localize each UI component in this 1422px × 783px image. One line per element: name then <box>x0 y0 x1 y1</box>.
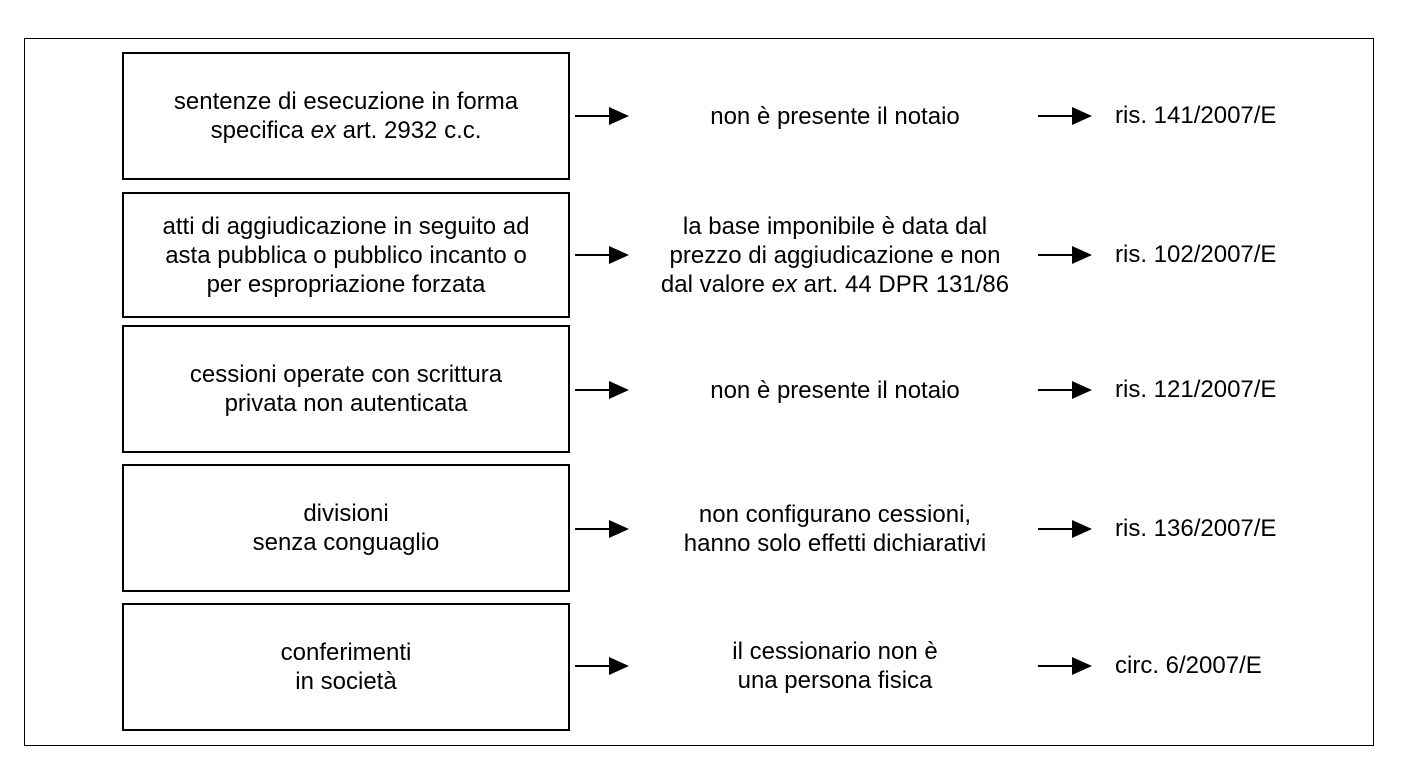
row-2-subject-line-2: asta pubblica o pubblico incanto o <box>165 241 527 269</box>
row-3-subject-line-1: cessioni operate con scrittura <box>189 361 503 388</box>
row-4-reason <box>630 499 1040 559</box>
row-5-reason <box>630 636 1040 696</box>
row-2-subject-line-3: per espropriazione forzata <box>206 270 486 298</box>
row-3-reference: ris. 121/2007/E <box>1115 376 1277 403</box>
arrow-right-icon <box>575 656 631 676</box>
row-5-subject-box <box>122 603 570 731</box>
row-4-reference: ris. 136/2007/E <box>1115 515 1277 542</box>
arrow-right-icon <box>575 245 631 265</box>
row-4-subject-line-1: divisioni <box>303 500 389 527</box>
row-5-subject-line-1: conferimenti <box>280 639 412 666</box>
row-2-reason-line-3: dal valore ex art. 44 DPR 131/86 <box>660 270 1010 298</box>
row-2-subject-box <box>122 192 570 318</box>
row-2-subject-line-1: atti di aggiudicazione in seguito ad <box>162 212 530 240</box>
row-5-reason-line-1: il cessionario non è <box>732 638 938 665</box>
row-2-reason-line-1: la base imponibile è data dal <box>682 212 988 240</box>
row-1-reason <box>630 86 1040 146</box>
row-3-subject-line-2: privata non autenticata <box>224 390 468 417</box>
row-1-reason-line-1: non è presente il notaio <box>710 102 960 130</box>
row-3-reason <box>630 360 1040 420</box>
row-3-subject-box <box>122 325 570 453</box>
row-2-reference: ris. 102/2007/E <box>1115 241 1277 268</box>
row-3-reason-line-1: non è presente il notaio <box>710 376 960 404</box>
arrow-right-icon <box>1038 519 1094 539</box>
row-1-reference: ris. 141/2007/E <box>1115 102 1277 129</box>
arrow-right-icon <box>1038 380 1094 400</box>
arrow-right-icon <box>575 380 631 400</box>
row-2-reason-line-2: prezzo di aggiudicazione e non <box>669 241 1001 269</box>
arrow-right-icon <box>1038 106 1094 126</box>
row-2-reason <box>630 210 1040 300</box>
row-5-reason-line-2: una persona fisica <box>737 667 933 694</box>
row-5-subject-line-2: in società <box>295 668 397 695</box>
row-1-subject-line-1: sentenze di esecuzione in forma <box>173 88 519 115</box>
row-4-subject-line-2: senza conguaglio <box>252 529 440 556</box>
row-1-subject-line-2: specifica ex art. 2932 c.c. <box>210 117 482 144</box>
arrow-right-icon <box>575 519 631 539</box>
arrow-right-icon <box>1038 245 1094 265</box>
row-4-subject-box <box>122 464 570 592</box>
row-1-subject-box <box>122 52 570 180</box>
arrow-right-icon <box>1038 656 1094 676</box>
arrow-right-icon <box>575 106 631 126</box>
row-4-reason-line-1: non configurano cessioni, <box>698 501 972 528</box>
row-4-reason-line-2: hanno solo effetti dichiarativi <box>683 530 987 557</box>
row-5-reference: circ. 6/2007/E <box>1115 652 1262 679</box>
